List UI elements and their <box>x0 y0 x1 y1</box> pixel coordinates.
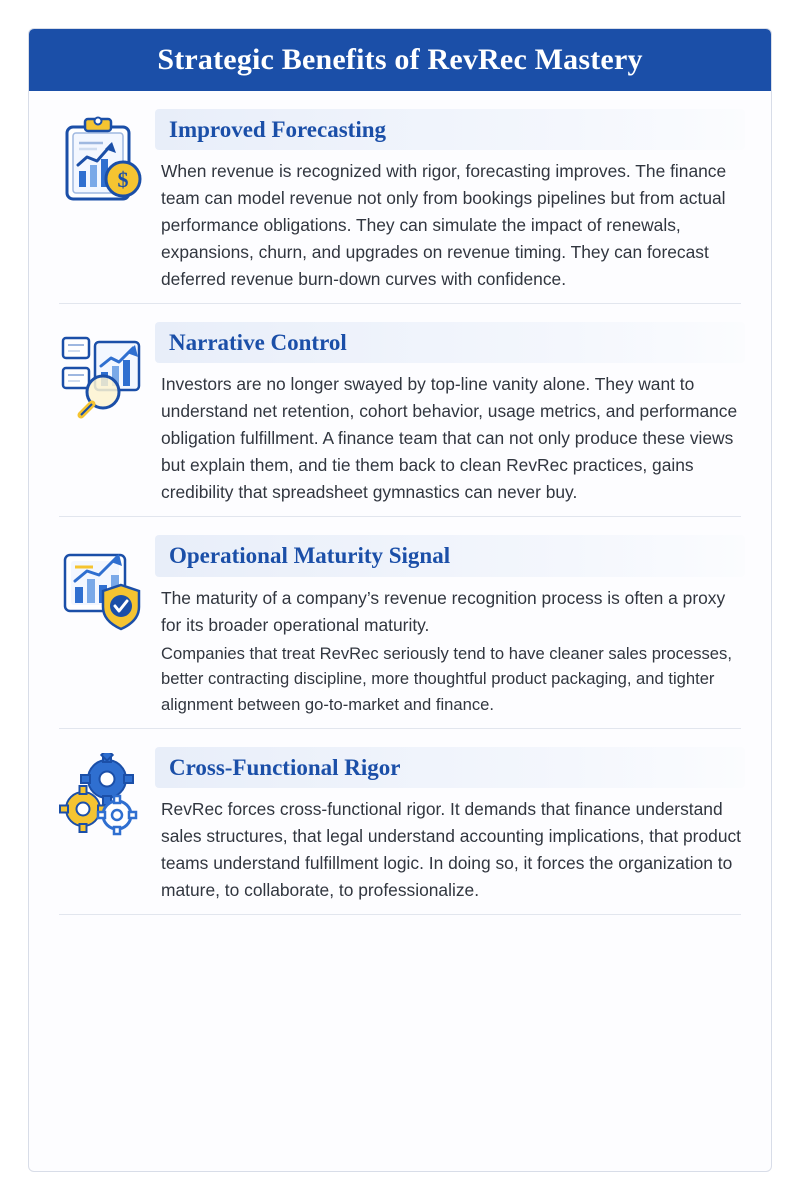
section-narrative-control <box>29 304 771 516</box>
section-paragraph: Investors are no longer swayed by top-line vanity alone. They want to understand net retention, cohort behavior, usage metrics, and performance obligation fulfillment. A finance team that can not only produce these views but explain them, and tie them back to clean RevRec practices, gains credibility that spreadsheet gymnastics can never buy. <box>161 374 738 503</box>
chart-shield-check-icon <box>51 535 155 633</box>
section-title-bar <box>155 747 745 788</box>
chart-magnifier-icon <box>51 322 155 420</box>
section-paragraph-secondary: Companies that treat RevRec seriously tend to have cleaner sales processes, better contracting discipline, more thoughtful product packaging, and tighter alignment between go-to-market and finance. <box>161 643 732 714</box>
section-title: Operational Maturity Signal <box>169 543 451 569</box>
content-card <box>28 28 772 1172</box>
section-paragraph: When revenue is recognized with rigor, forecasting improves. The finance team can model revenue not only from bookings pipelines but from actual performance obligations. They can simulate the impact of renewals, expansions, churn, and upgrades on revenue timing. They can forecast deferred revenue burn-down curves with confidence. <box>161 161 727 290</box>
section-body <box>155 747 745 904</box>
section-body <box>155 322 745 506</box>
header-banner <box>29 29 771 91</box>
section-paragraph: RevRec forces cross-functional rigor. It demands that finance understand sales structures, that legal understand accounting implications, that product teams understand fulfillment logic. In doing so, it forces the organization to mature, to collaborate, to professionalize. <box>161 798 742 900</box>
section-title-bar <box>155 109 745 150</box>
section-title-bar <box>155 322 745 363</box>
section-title: Cross-Functional Rigor <box>169 754 401 780</box>
section-title: Narrative Control <box>169 330 347 356</box>
section-operational-maturity-signal <box>29 517 771 727</box>
section-body <box>155 109 745 293</box>
section-body <box>155 535 745 717</box>
section-title: Improved Forecasting <box>169 117 386 142</box>
section-cross-functional-rigor <box>29 729 771 914</box>
benefit-sections <box>29 91 771 943</box>
clipboard-chart-coin-icon <box>51 109 155 207</box>
bottom-spacer <box>29 915 771 943</box>
section-title-bar <box>155 535 745 576</box>
gears-icon <box>51 747 155 845</box>
section-paragraph: The maturity of a company’s revenue recognition process is often a proxy for its broader operational maturity. <box>161 587 726 635</box>
page-title: Strategic Benefits of RevRec Mastery <box>157 43 643 76</box>
svg-text:$: $ <box>117 167 129 192</box>
section-improved-forecasting <box>29 91 771 303</box>
